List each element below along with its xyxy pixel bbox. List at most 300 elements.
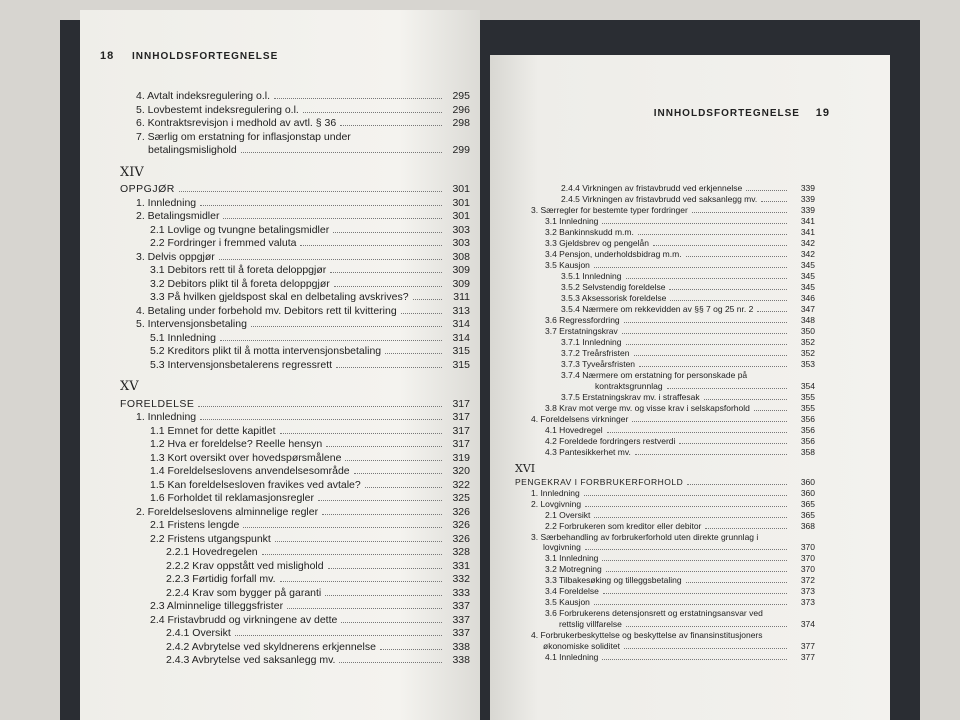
toc-entry-title: 3.6 Regressfordring (545, 315, 620, 325)
toc-entry (120, 291, 470, 305)
toc-entry-page: 299 (452, 144, 470, 156)
toc-entry-title: 2.4.2 Avbrytelse ved skyldnerens erkjennelse (166, 640, 376, 653)
toc-entry-page: 370 (800, 564, 815, 575)
toc-entry-page: 309 (452, 277, 470, 290)
leader-dots (300, 245, 442, 246)
toc-entry (120, 573, 470, 587)
toc-entry-title: 7. Særlig om erstatning for inflasjonstap under (136, 130, 351, 143)
toc-entry (120, 641, 470, 655)
toc-entry-title: 5. Intervensjonsbetaling (136, 318, 247, 330)
toc-entry-page: 360 (800, 476, 815, 487)
toc-entry-title: kontraktsgrunnlag (595, 380, 663, 391)
toc-entry-title: 1. Innledning (136, 411, 197, 423)
toc-entry-title: 1.2 Hva er foreldelse? Reelle hensyn (150, 438, 323, 450)
toc-entry-title: 1.1 Emnet for dette kapitlet (150, 424, 276, 437)
toc-entry (120, 587, 470, 601)
toc-entry-title: 2.4 Fristavbrudd og virkningene av dette (150, 613, 338, 626)
leader-dots (624, 322, 787, 323)
leader-dots (251, 326, 442, 327)
leader-dots (322, 514, 442, 515)
toc-entry-title: 2.2.4 Krav som bygger på garanti (166, 586, 322, 599)
toc-entry-title: 3.5 Kausjon (545, 260, 590, 270)
toc-entry-page: 337 (452, 613, 470, 626)
toc-entry-page: 342 (800, 249, 815, 259)
toc-entry-title: 3.4 Pensjon, underholdsbidrag m.m. (545, 249, 682, 259)
toc-entry-title: 3.7 Erstatningskrav (545, 326, 618, 336)
leader-dots (328, 568, 442, 569)
toc-entry-title: 3.7.5 Erstatningskrav mv. i straffesak (561, 391, 700, 402)
toc-entry-title: 6. Kontraktsrevisjon i medhold av avtl. § 36 (136, 117, 337, 129)
toc-entry (515, 216, 815, 227)
toc-entry-page: 339 (800, 183, 815, 193)
leader-dots (667, 388, 787, 389)
toc-entry (120, 90, 470, 104)
toc-entry-title: 3.7.2 Treårsfristen (561, 348, 630, 358)
toc-entry-title: 3.7.1 Innledning (561, 337, 622, 347)
leader-dots (280, 433, 443, 434)
toc-entry (515, 293, 815, 304)
toc-entry-title: 3.5.2 Selvstendig foreldelse (561, 282, 666, 292)
running-head-title-right: INNHOLDSFORTEGNELSE (653, 108, 800, 119)
leader-dots (626, 344, 788, 345)
toc-entry-title: 3.2 Debitors plikt til å foreta deloppgjør (150, 277, 330, 290)
toc-entry-title: 3.3 På hvilken gjeldspost skal en delbetaling avskrives? (150, 291, 409, 303)
toc-entry-page: 346 (800, 293, 815, 303)
toc-entry (120, 546, 470, 560)
toc-entry (515, 575, 815, 586)
toc-entry-page: 301 (452, 210, 470, 222)
toc-entry (515, 630, 815, 641)
toc-entry (120, 465, 470, 479)
toc-entry-title: 2.4.5 Virkningen av fristavbrudd ved saksanlegg mv. (561, 194, 758, 204)
toc-entry-title: 2.1 Oversikt (545, 509, 591, 520)
toc-entry-title: 2. Lovgivning (531, 498, 582, 509)
toc-entry (515, 315, 815, 326)
toc-entry (120, 411, 470, 425)
toc-entry (515, 532, 815, 543)
toc-entry-title: 4. Foreldelsens virkninger (531, 413, 629, 424)
toc-entry-title: 3.5.4 Nærmere om rekkevidden av §§ 7 og 25 nr. 2 (561, 304, 754, 314)
toc-entry (515, 436, 815, 447)
toc-entry (120, 452, 470, 466)
toc-entry-title: 3.5 Kausjon (545, 597, 590, 608)
leader-dots (603, 593, 787, 594)
toc-entry (120, 104, 470, 118)
toc-entry-title: 3. Særbehandling av forbrukerforhold uten direkte grunnlag i (531, 531, 759, 542)
leader-dots (624, 648, 787, 649)
leader-dots (220, 340, 442, 341)
toc-entry (120, 600, 470, 614)
toc-entry (515, 337, 815, 348)
leader-dots (635, 454, 787, 455)
leader-dots (692, 212, 787, 213)
toc-entry-page: 295 (452, 90, 470, 102)
leader-dots (200, 419, 442, 420)
toc-entry-title: betalingsmislighold (148, 144, 237, 156)
toc-entry-page: 341 (800, 216, 815, 226)
toc-entry-page: 370 (800, 553, 815, 564)
toc-entry-title: 3.7.3 Tyveårsfristen (561, 359, 636, 369)
leader-dots (333, 232, 442, 233)
leader-dots (325, 595, 442, 596)
toc-entry-title: 1.3 Kort oversikt over hovedspørsmålene (150, 451, 342, 464)
toc-entry-page: 311 (453, 291, 470, 303)
toc-entry-title: 3.3 Gjeldsbrev og pengelån (545, 238, 649, 248)
toc-entry-title: 1.4 Foreldelseslovens anvendelsesområde (150, 465, 350, 477)
leader-dots (746, 190, 787, 191)
toc-entry-title: 3.5.3 Aksessorisk foreldelse (561, 293, 667, 303)
toc-entry-title: rettslig villfarelse (559, 619, 622, 630)
leader-dots (354, 473, 442, 474)
leader-dots (705, 528, 787, 529)
toc-entry-title: 2.2.3 Førtidig forfall mv. (166, 573, 276, 585)
toc-entry-page: 325 (452, 492, 470, 504)
toc-entry-page: 345 (800, 260, 815, 270)
toc-entry-page: 317 (452, 411, 470, 423)
toc-entry-page: 338 (452, 654, 470, 666)
toc-entry-page: 347 (800, 304, 815, 314)
toc-entry-page: 352 (800, 337, 815, 347)
toc-entry-title: 3.6 Forbrukerens detensjonsrett og erstatningsansvar ved (545, 608, 763, 619)
leader-dots (235, 635, 442, 636)
toc-entry (120, 654, 470, 668)
toc-entry-title: 5.3 Intervensjonsbetalerens regressrett (150, 358, 333, 371)
toc-entry (120, 278, 470, 292)
toc-entry-page: 355 (800, 402, 815, 413)
leader-dots (686, 256, 787, 257)
toc-entry-page: 317 (452, 424, 470, 437)
toc-entry-title: 2. Foreldelseslovens alminnelige regler (136, 505, 319, 518)
toc-entry-page: 354 (800, 380, 815, 391)
toc-entry (515, 652, 815, 663)
toc-entry-title: FORELDELSE (120, 397, 195, 410)
toc-entry (120, 332, 470, 346)
leader-dots (639, 366, 787, 367)
right-page (490, 55, 890, 720)
running-head-right (654, 107, 830, 119)
leader-dots (262, 554, 442, 555)
toc-entry (120, 318, 470, 332)
toc-entry-page: 326 (452, 532, 470, 545)
toc-entry (515, 238, 815, 249)
toc-entry (515, 304, 815, 315)
toc-entry (515, 564, 815, 575)
toc-entry-title: 4.1 Hovedregel (545, 424, 603, 435)
toc-entry (515, 619, 815, 630)
toc-entry (515, 447, 815, 458)
leader-dots (686, 582, 787, 583)
toc-entry (515, 414, 815, 425)
toc-entry-page: 370 (800, 542, 815, 553)
leader-dots (365, 487, 442, 488)
leader-dots (602, 560, 787, 561)
toc-entry-page: 326 (452, 505, 470, 518)
toc-entry-title: 4. Betaling under forbehold mv. Debitors rett til kvittering (136, 304, 397, 317)
toc-entry (515, 586, 815, 597)
toc-entry-title: 2.2 Fristens utgangspunkt (150, 532, 271, 545)
toc-entry-page: 337 (452, 600, 470, 612)
toc-entry (515, 249, 815, 260)
toc-entry (120, 345, 470, 359)
toc-entry (515, 608, 815, 619)
toc-entry-page: 358 (800, 446, 815, 457)
toc-entry-page: 332 (452, 573, 470, 585)
leader-dots (606, 571, 787, 572)
leader-dots (241, 152, 442, 153)
leader-dots (653, 245, 787, 246)
toc-entry-page: 315 (452, 345, 470, 357)
toc-entry (120, 519, 470, 533)
toc-entry-title: 2.2.2 Krav oppstått ved mislighold (166, 559, 324, 572)
leader-dots (585, 549, 787, 550)
page-number-right: 19 (815, 107, 830, 119)
toc-entry-title: 2.2.1 Hovedregelen (166, 546, 258, 558)
toc-entry (515, 499, 815, 510)
toc-entry-title: 1.6 Forholdet til reklamasjonsregler (150, 492, 314, 504)
toc-entry-page: 356 (800, 424, 815, 435)
leader-dots (334, 286, 442, 287)
toc-entry-title: 5.2 Kreditors plikt til å motta intervensjonsbetaling (150, 345, 382, 357)
toc-entry (515, 370, 815, 381)
leader-dots (602, 223, 787, 224)
toc-entry-title: 4.1 Innledning (545, 651, 599, 662)
toc-entry-page: 342 (800, 238, 815, 248)
toc-entry-page: 377 (800, 651, 815, 662)
leader-dots (669, 289, 787, 290)
toc-entry-title: 5. Lovbestemt indeksregulering o.l. (136, 103, 299, 116)
toc-entry (515, 553, 815, 564)
toc-entry (515, 542, 815, 553)
leader-dots (704, 399, 787, 400)
toc-entry-title: 3.5.1 Innledning (561, 271, 622, 281)
toc-entry (120, 305, 470, 319)
toc-entry-page: 365 (800, 498, 815, 509)
leader-dots (401, 313, 442, 314)
toc-entry-title: OPPGJØR (120, 183, 175, 195)
toc-entry-page: 339 (800, 205, 815, 215)
toc-entry-page: 326 (452, 519, 470, 531)
toc-entry-page: 353 (800, 359, 815, 369)
toc-entry-title: 3.8 Krav mot verge mv. og visse krav i selskapsforhold (545, 402, 750, 413)
toc-entry (515, 227, 815, 238)
leader-dots (413, 299, 442, 300)
toc-entry-page: 314 (452, 318, 470, 330)
toc-entry (515, 425, 815, 436)
toc-entry (120, 131, 470, 145)
toc-entry (120, 359, 470, 373)
toc-entry-page: 345 (800, 271, 815, 281)
toc-entry-title: 2.2 Forbrukeren som kreditor eller debitor (545, 520, 702, 531)
running-head-title-left: INNHOLDSFORTEGNELSE (132, 51, 279, 62)
toc-entry (515, 641, 815, 652)
toc-entry-title: økonomiske soliditet (543, 640, 621, 651)
toc-list-right (515, 183, 815, 663)
leader-dots (219, 259, 442, 260)
leader-dots (198, 406, 442, 407)
toc-entry-title: 2. Betalingsmidler (136, 210, 220, 222)
toc-entry-page: 303 (452, 223, 470, 236)
toc-entry-title: 3.2 Bankinnskudd m.m. (545, 227, 634, 237)
toc-entry-title: 2.3 Alminnelige tilleggsfrister (150, 600, 284, 612)
leader-dots (385, 353, 442, 354)
toc-entry-title: 2.2 Fordringer i fremmed valuta (150, 237, 297, 249)
leader-dots (594, 517, 787, 518)
toc-entry-page: 314 (452, 331, 470, 344)
toc-entry-title: 3.7.4 Nærmere om erstatning for personskade på (561, 370, 748, 380)
leader-dots (275, 541, 442, 542)
leader-dots (345, 460, 442, 461)
toc-entry (120, 210, 470, 224)
toc-entry-title: 3.1 Debitors rett til å foreta deloppgjør (150, 264, 327, 276)
leader-dots (336, 367, 442, 368)
toc-entry (515, 205, 815, 216)
toc-section-heading (120, 398, 470, 412)
toc-entry-title: lovgivning (543, 542, 581, 553)
toc-entry-title: 4. Forbrukerbeskyttelse og beskyttelse av finansinstitusjoners (531, 630, 763, 641)
toc-entry-page: 372 (800, 575, 815, 586)
leader-dots (638, 234, 787, 235)
toc-entry-page: 337 (452, 627, 470, 639)
toc-entry-page: 320 (452, 465, 470, 477)
toc-entry-title: 2.4.3 Avbrytelse ved saksanlegg mv. (166, 654, 336, 666)
toc-entry-page: 317 (452, 397, 470, 410)
leader-dots (602, 659, 787, 660)
toc-entry-page: 352 (800, 348, 815, 358)
toc-entry (515, 271, 815, 282)
toc-entry-page: 360 (800, 487, 815, 498)
toc-entry-title: 1.5 Kan foreldelsesloven fravikes ved avtale? (150, 478, 361, 491)
running-head-left (100, 50, 278, 62)
toc-entry (515, 282, 815, 293)
toc-entry-page: 313 (452, 304, 470, 317)
toc-entry-page: 350 (800, 326, 815, 336)
leader-dots (670, 300, 787, 301)
leader-dots (626, 626, 787, 627)
leader-dots (687, 484, 787, 485)
leader-dots (303, 112, 442, 113)
toc-entry-page: 356 (800, 435, 815, 446)
toc-entry (515, 326, 815, 337)
toc-entry-title: 3. Særregler for bestemte typer fordringer (531, 205, 688, 215)
leader-dots (761, 201, 787, 202)
leader-dots (634, 355, 787, 356)
toc-entry (120, 224, 470, 238)
toc-entry (515, 381, 815, 392)
leader-dots (223, 218, 442, 219)
leader-dots (340, 125, 442, 126)
toc-entry (120, 492, 470, 506)
toc-entry (120, 438, 470, 452)
toc-entry-page: 309 (452, 264, 470, 276)
toc-entry (515, 359, 815, 370)
toc-entry (515, 348, 815, 359)
toc-entry-page: 345 (800, 282, 815, 292)
leader-dots (584, 495, 787, 496)
toc-entry (120, 144, 470, 158)
toc-entry-title: 3.3 Tilbakesøking og tilleggsbetaling (545, 575, 682, 586)
toc-entry (120, 264, 470, 278)
toc-entry-page: 319 (452, 451, 470, 464)
leader-dots (757, 311, 787, 312)
leader-dots (287, 608, 442, 609)
toc-entry-page: 301 (452, 196, 470, 209)
chapter-number: XIV (120, 164, 144, 180)
toc-entry-title: 3.2 Motregning (545, 564, 602, 575)
toc-entry (515, 403, 815, 414)
toc-entry (515, 392, 815, 403)
toc-entry-title: 3. Delvis oppgjør (136, 250, 215, 263)
leader-dots (607, 432, 787, 433)
toc-entry-title: 5.1 Innledning (150, 331, 216, 344)
toc-section-heading (515, 477, 815, 488)
toc-entry-page: 377 (800, 640, 815, 651)
toc-entry-title: 3.1 Innledning (545, 216, 599, 226)
toc-entry-page: 373 (800, 586, 815, 597)
toc-entry-page: 301 (452, 183, 470, 195)
leader-dots (594, 604, 787, 605)
toc-entry (120, 533, 470, 547)
leader-dots (280, 581, 442, 582)
leader-dots (341, 622, 442, 623)
toc-entry-page: 339 (800, 194, 815, 204)
leader-dots (200, 205, 442, 206)
toc-entry-page: 355 (800, 391, 815, 402)
toc-entry (120, 197, 470, 211)
toc-entry (120, 117, 470, 131)
chapter-number: XVI (515, 461, 536, 475)
toc-list-left (120, 90, 470, 668)
toc-entry-page: 296 (452, 103, 470, 116)
toc-entry (515, 510, 815, 521)
leader-dots (326, 446, 442, 447)
toc-entry-page: 374 (800, 619, 815, 630)
toc-entry-page: 333 (452, 586, 470, 599)
toc-entry-page: 308 (452, 250, 470, 263)
toc-entry-title: 1. Innledning (136, 196, 197, 209)
toc-section-heading (120, 183, 470, 197)
toc-entry-title: 2.4.4 Virkningen av fristavbrudd ved erkjennelse (561, 183, 743, 193)
toc-entry-title: 1. Innledning (531, 487, 580, 498)
toc-entry-page: 317 (452, 438, 470, 450)
toc-entry-page: 341 (800, 227, 815, 237)
toc-entry-page: 373 (800, 597, 815, 608)
toc-entry (120, 614, 470, 628)
leader-dots (274, 98, 442, 99)
leader-dots (626, 278, 788, 279)
toc-entry-title: 4.2 Foreldede fordringers restverdi (545, 435, 676, 446)
toc-entry (120, 627, 470, 641)
leader-dots (179, 191, 442, 192)
toc-entry-title: 3.1 Innledning (545, 553, 599, 564)
toc-entry-page: 315 (452, 358, 470, 371)
toc-entry-page: 368 (800, 520, 815, 531)
toc-entry-page: 356 (800, 413, 815, 424)
leader-dots (318, 500, 442, 501)
toc-entry (120, 425, 470, 439)
toc-entry (120, 237, 470, 251)
toc-entry-title: 3.4 Foreldelse (545, 586, 599, 597)
leader-dots (754, 410, 787, 411)
toc-entry-page: 328 (452, 546, 470, 558)
toc-entry (515, 260, 815, 271)
leader-dots (330, 272, 442, 273)
toc-entry (120, 506, 470, 520)
chapter-number: XV (120, 379, 139, 394)
toc-entry-page: 303 (452, 237, 470, 249)
toc-entry-title: 2.1 Lovlige og tvungne betalingsmidler (150, 223, 330, 236)
toc-entry-title: 2.4.1 Oversikt (166, 627, 231, 639)
toc-entry-page: 348 (800, 315, 815, 325)
